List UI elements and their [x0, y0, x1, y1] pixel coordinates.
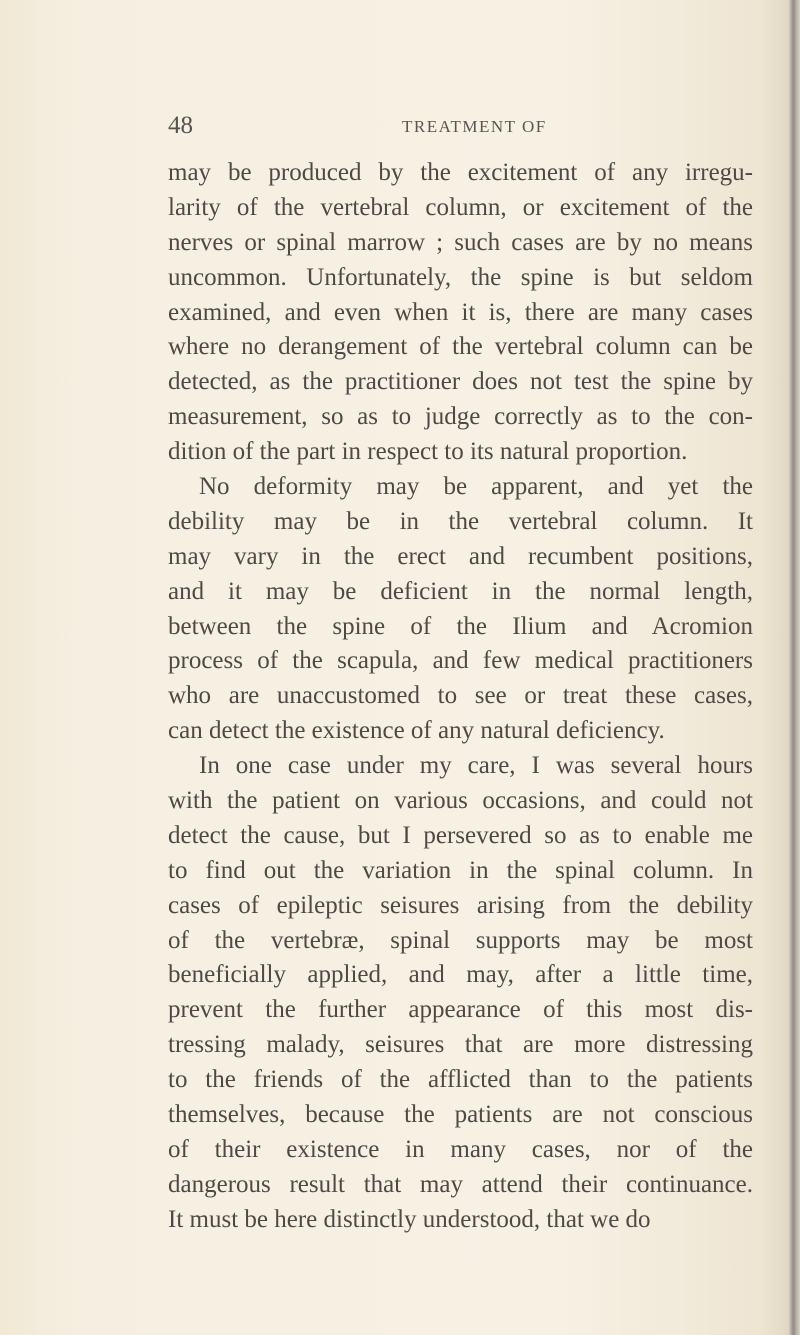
text-line: No deformity may be apparent, and yet the: [199, 473, 753, 501]
text-line: may be produced by the excitement of any irregu-: [168, 159, 753, 186]
text-line: between the spine of the Ilium and Acromion: [168, 612, 753, 640]
text-line: detected, as the practitioner does not test the spine by: [168, 368, 753, 396]
page-header: [168, 112, 753, 144]
text-line: dition of the part in respect to its natural proportion.: [168, 438, 688, 466]
text-line: beneficially applied, and may, after a little time,: [168, 961, 753, 989]
text-line: who are unaccustomed to see or treat these cases,: [168, 682, 753, 710]
text-line: of the vertebræ, spinal supports may be most: [168, 926, 753, 954]
text-line: debility may be in the vertebral column. It: [168, 507, 753, 535]
text-line: process of the scapula, and few medical practitioners: [168, 647, 753, 675]
text-line: to the friends of the afflicted than to the patients: [168, 1066, 753, 1094]
text-line: with the patient on various occasions, and could not: [168, 787, 753, 815]
text-line: examined, and even when it is, there are many cases: [168, 298, 753, 326]
text-line: cases of epileptic seisures arising from the debility: [168, 891, 753, 919]
text-line: of their existence in many cases, nor of the: [168, 1135, 753, 1163]
body-text: [168, 156, 753, 1238]
text-line: and it may be deficient in the normal length,: [168, 577, 753, 605]
page-edge-shadow: [788, 0, 800, 1335]
text-line: nerves or spinal marrow ; such cases are by no means: [168, 228, 753, 256]
text-line: can detect the existence of any natural deficiency.: [168, 717, 665, 745]
text-line: dangerous result that may attend their continuance.: [168, 1170, 753, 1198]
text-line: In one case under my care, I was several hours: [199, 752, 753, 780]
running-head: TREATMENT OF: [402, 117, 547, 136]
text-line: to find out the variation in the spinal column. In: [168, 856, 753, 884]
page-number: 48: [168, 112, 193, 139]
text-line: tressing malady, seisures that are more distressing: [168, 1031, 753, 1059]
text-line: where no derangement of the vertebral column can be: [168, 333, 753, 361]
text-line: may vary in the erect and recumbent positions,: [168, 542, 753, 570]
text-line: larity of the vertebral column, or excitement of the: [168, 193, 753, 221]
text-line: It must be here distinctly understood, that we do: [168, 1205, 651, 1233]
text-line: prevent the further appearance of this most dis-: [168, 996, 753, 1024]
text-line: detect the cause, but I persevered so as to enable me: [168, 821, 753, 849]
text-line: measurement, so as to judge correctly as to the con-: [168, 403, 753, 431]
text-line: themselves, because the patients are not conscious: [168, 1101, 753, 1129]
text-line: uncommon. Unfortunately, the spine is but seldom: [168, 263, 753, 291]
